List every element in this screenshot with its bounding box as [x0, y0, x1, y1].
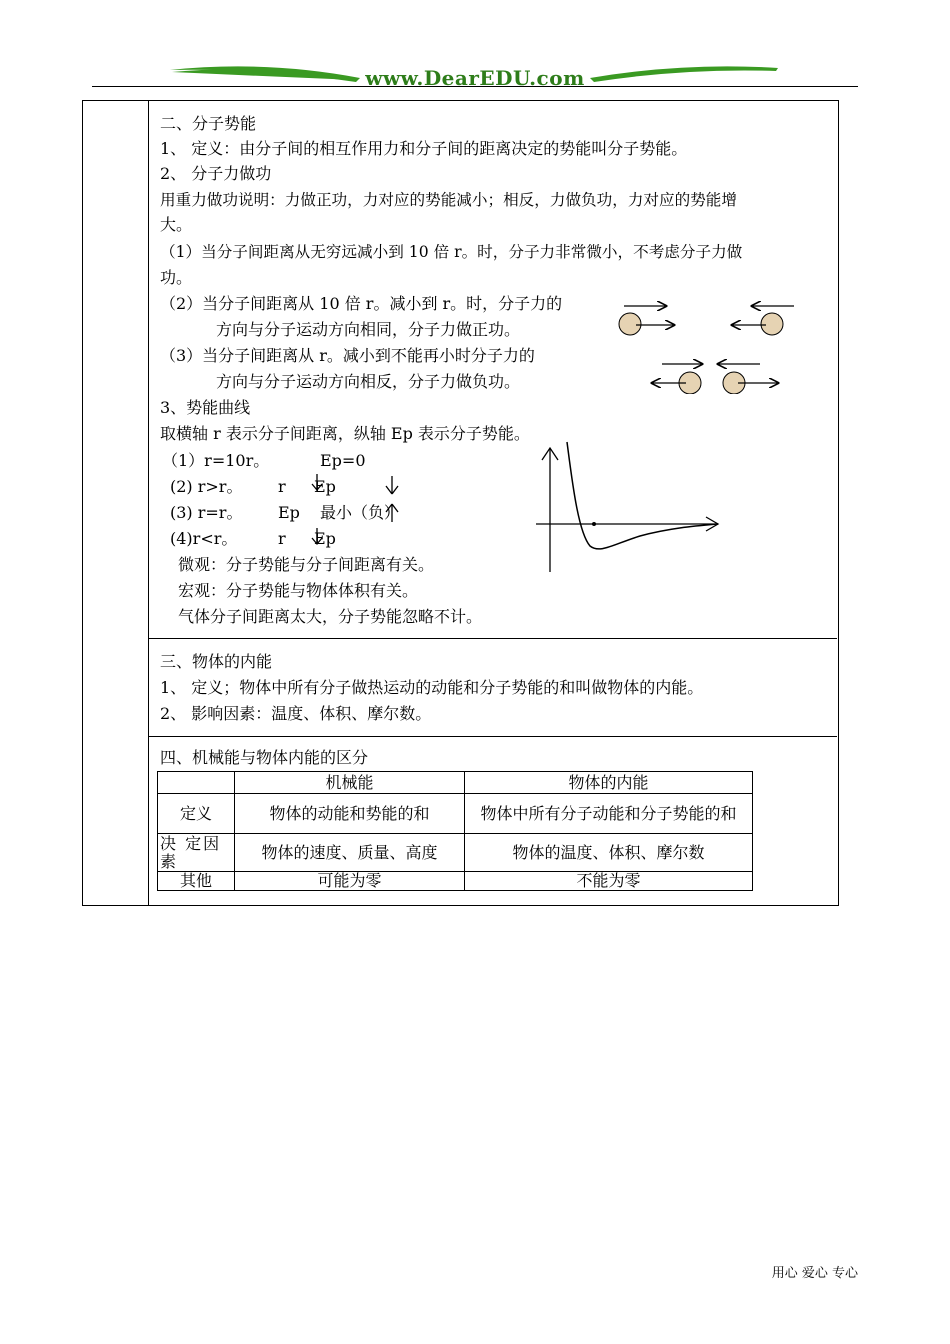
section-3-definition: 1、 定义；物体中所有分子做热运动的动能和分子势能的和叫做物体的内能。: [160, 678, 704, 697]
case-1-line-2: 功。: [160, 268, 193, 287]
footer-motto: 用心 爱心 专心: [771, 1266, 858, 1281]
gas-note: 气体分子间距离太大，分子势能忽略不计。: [178, 607, 483, 626]
table-header-cell: 机械能: [235, 772, 465, 794]
case-3-line-2: 方向与分子运动方向相反，分子力做负功。: [216, 372, 521, 391]
arrow-up-icon: [386, 504, 398, 522]
curve-title: 3、势能曲线: [160, 398, 251, 417]
case-2-line-2: 方向与分子运动方向相同，分子力做正功。: [216, 320, 521, 339]
section-2-title: 二、分子势能: [160, 114, 257, 133]
case-2-line-1: （2）当分子间距离从 10 倍 r。减小到 r。时，分子力的: [160, 294, 563, 313]
section-4-title: 四、机械能与物体内能的区分: [160, 748, 369, 767]
table-cell: 物体的温度、体积、摩尔数: [465, 834, 753, 872]
gravity-line-1: 用重力做功说明：力做正功，力对应的势能减小；相反，力做负功，力对应的势能增: [160, 191, 737, 209]
table-header-cell: [158, 772, 235, 794]
header-rule: [92, 86, 858, 87]
key-4-label: (4)r<r。: [170, 529, 238, 548]
row-divider-2: [148, 736, 837, 737]
gravity-line-2: 大。: [160, 215, 193, 234]
row-divider-1: [148, 638, 837, 639]
logo-text: www.DearEDU.com: [365, 66, 585, 90]
table-cell: 可能为零: [235, 872, 465, 891]
key-3-value: 最小（负）: [320, 503, 401, 522]
table-row: [158, 834, 753, 872]
force-diagram: [610, 294, 810, 394]
case-3-line-1: （3）当分子间距离从 r。减小到不能再小时分子力的: [160, 346, 535, 365]
macro-note: 宏观：分子势能与物体体积有关。: [178, 581, 419, 600]
molecule-icon: [619, 313, 641, 335]
arrow-down-icon: [312, 474, 322, 490]
section-2-work-title: 2、 分子力做功: [160, 164, 272, 183]
table-header-row: [158, 772, 753, 794]
table-header-cell: 物体的内能: [465, 772, 753, 794]
section-3-title: 三、物体的内能: [160, 652, 273, 671]
table-cell: 物体的动能和势能的和: [235, 794, 465, 834]
arrow-down-icon: [312, 528, 322, 544]
r0-point: [592, 522, 596, 526]
ep-curve: [567, 442, 718, 549]
case-1-line-1: （1）当分子间距离从无穷远减小到 10 倍 r。时，分子力非常微小，不考虑分子力做: [160, 243, 743, 261]
section-3-factors: 2、 影响因素：温度、体积、摩尔数。: [160, 704, 432, 723]
table-cell: 不能为零: [465, 872, 753, 891]
key-4-r: r: [278, 529, 286, 548]
key-3-label: (3) r=r。: [170, 503, 243, 522]
table-row: [158, 872, 753, 891]
table-cell: 物体的速度、质量、高度: [235, 834, 465, 872]
key-3-ep: Ep: [278, 503, 300, 522]
table-cell: 定义: [158, 794, 235, 834]
key-2-r: r: [278, 477, 286, 496]
comparison-table: [157, 771, 753, 891]
header-logo: [170, 60, 780, 94]
table-cell: 决 定因素: [158, 834, 235, 872]
key-4-ep: Ep: [314, 529, 336, 548]
table-row: [158, 794, 753, 834]
column-divider: [148, 100, 149, 905]
micro-note: 微观：分子势能与分子间距离有关。: [178, 555, 435, 574]
potential-energy-curve: [530, 440, 730, 580]
molecule-icon: [761, 313, 783, 335]
key-2-label: (2) r>r。: [170, 477, 243, 496]
trend-arrows: [300, 470, 410, 550]
key-1-label: （1）r=10r。: [162, 451, 270, 470]
table-cell: 物体中所有分子动能和分子势能的和: [465, 794, 753, 834]
key-1-value: Ep=0: [320, 451, 366, 470]
section-2-definition: 1、 定义：由分子间的相互作用力和分子间的距离决定的势能叫分子势能。: [160, 139, 688, 158]
table-cell: 其他: [158, 872, 235, 891]
curve-description: 取横轴 r 表示分子间距离，纵轴 Ep 表示分子势能。: [160, 424, 530, 443]
arrow-down-icon: [386, 476, 398, 494]
key-2-ep: Ep: [314, 477, 336, 496]
